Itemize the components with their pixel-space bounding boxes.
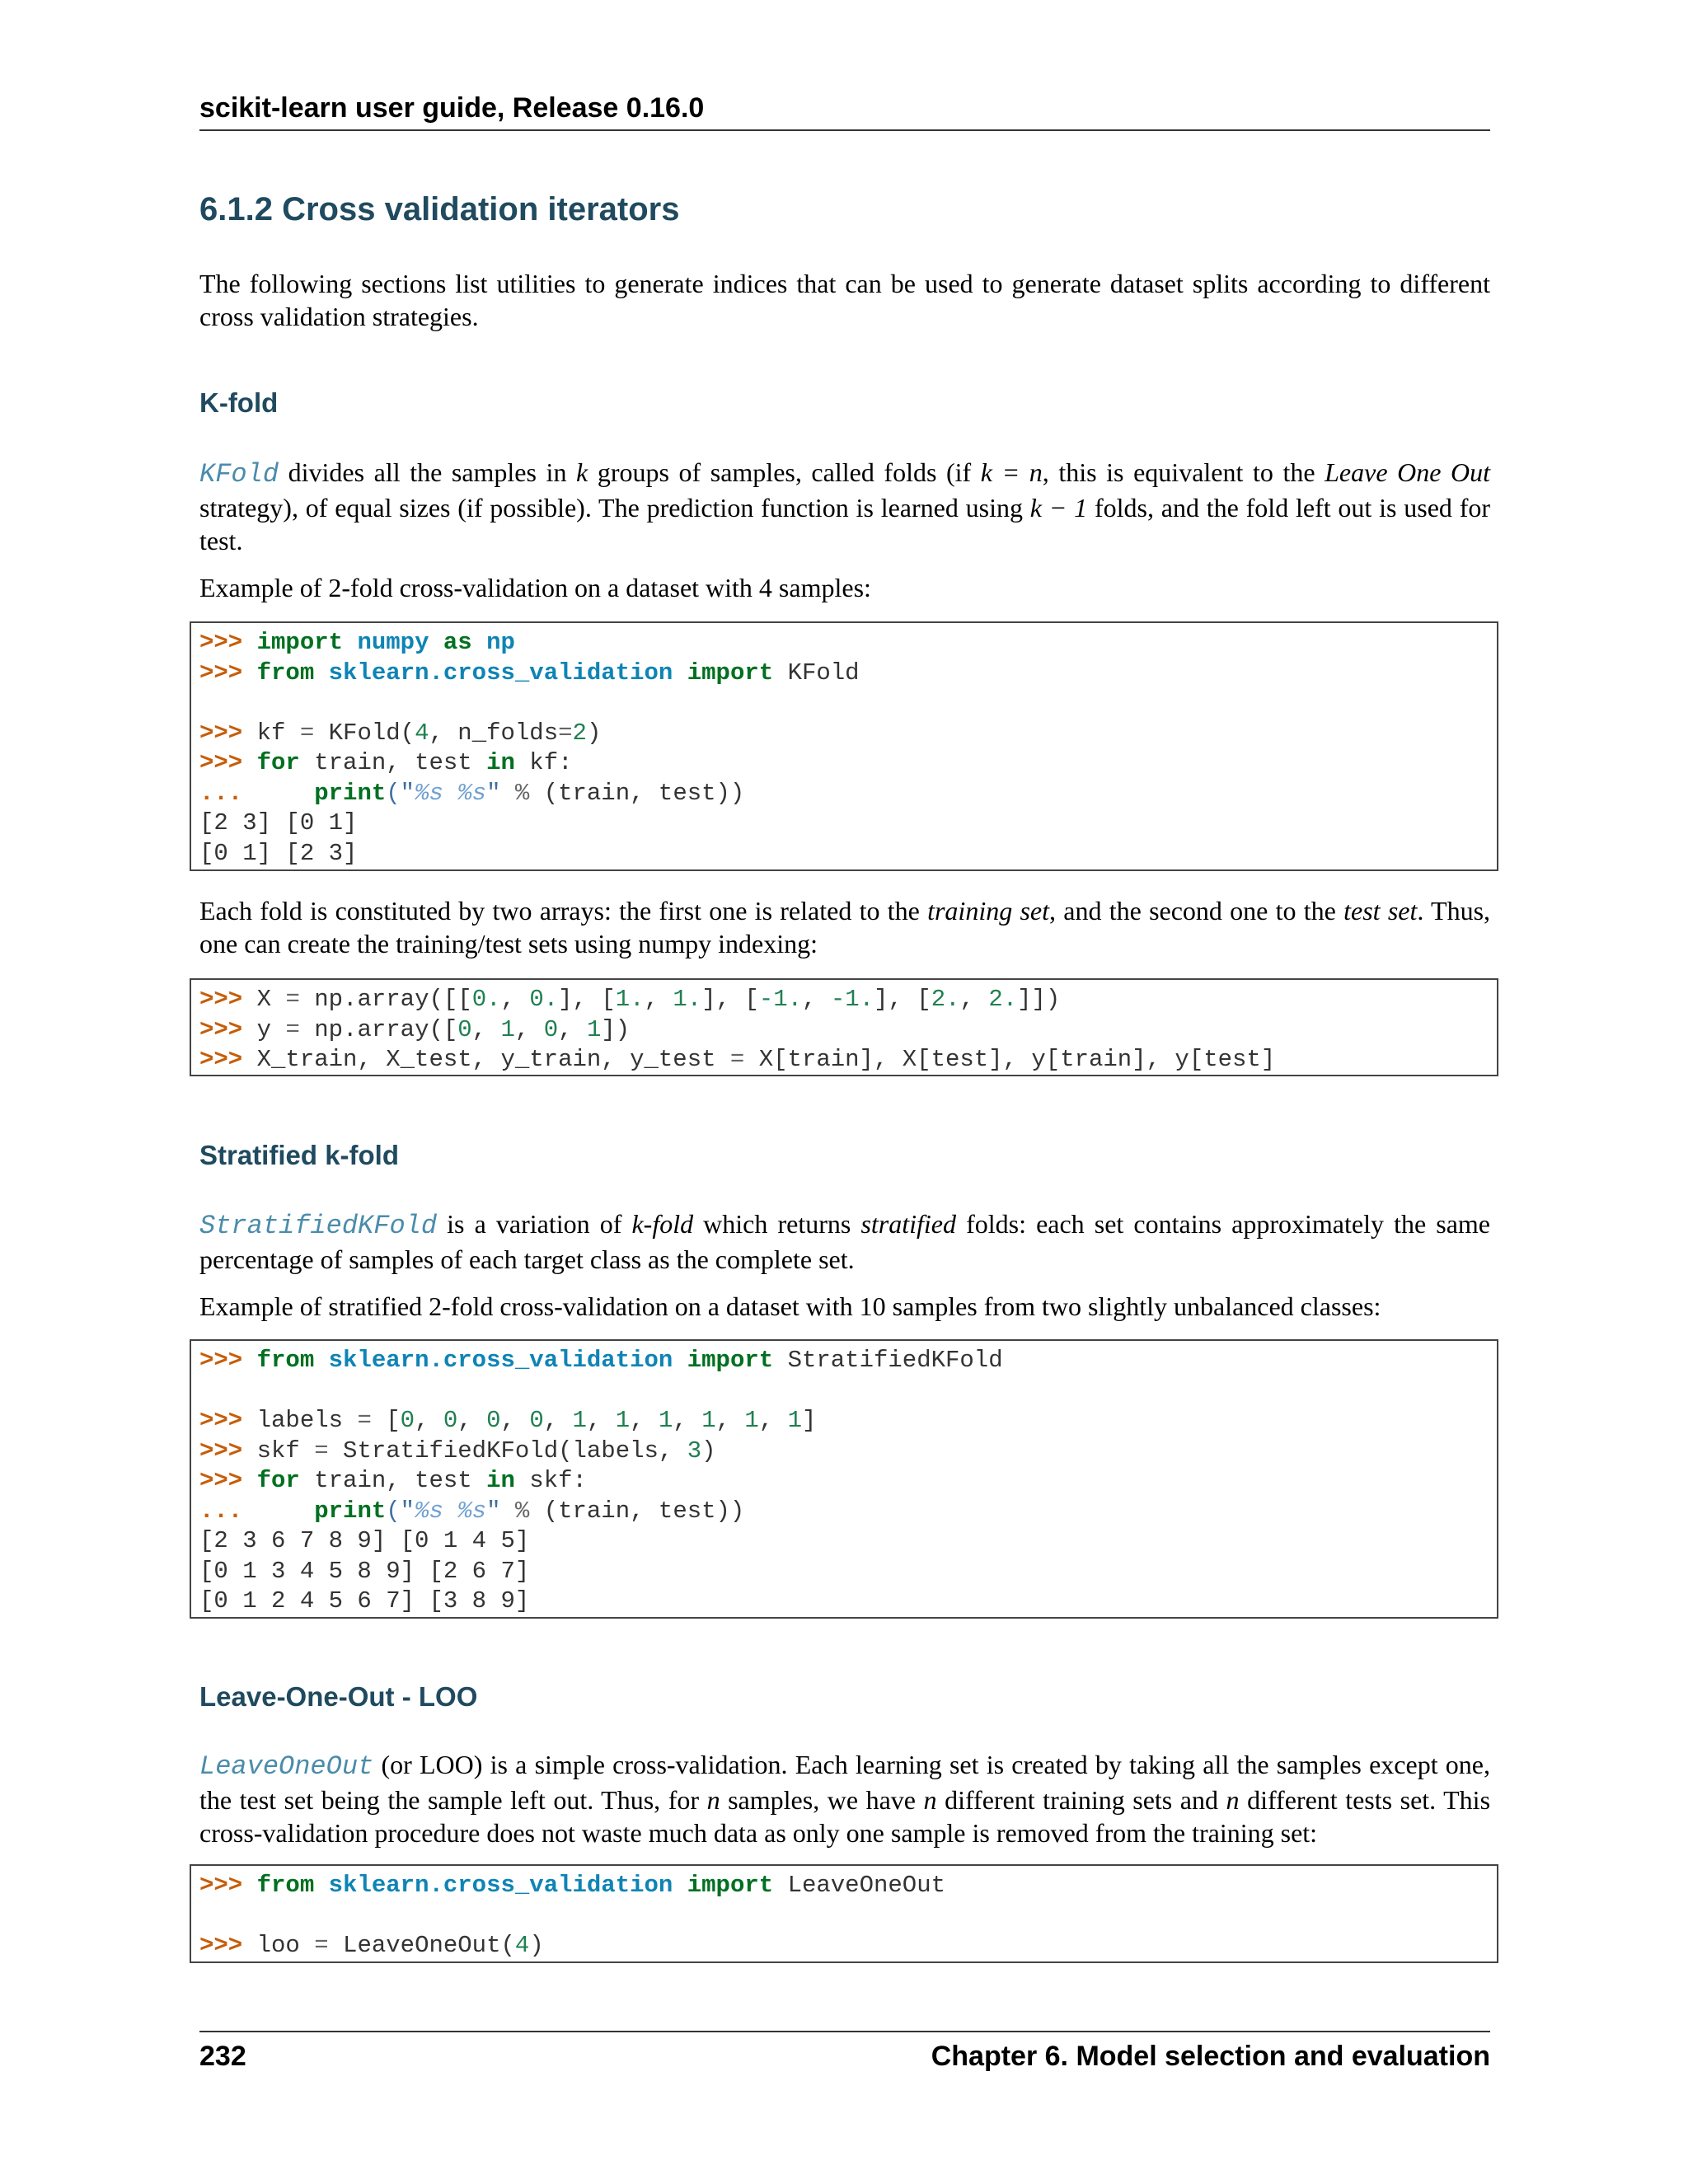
footer-divider [199,2031,1490,2032]
kfold-paragraph: KFold divides all the samples in k groups of samples, called folds (if k = n, this is equivalent to the Leave One Out strategy), of equal sizes (if possible). The prediction function is learned using k − 1 folds, and the fold left out is used for test. [199,457,1491,555]
heading-leave-one-out: Leave-One-Out - LOO [199,1681,478,1712]
code-block-loo: >>> from sklearn.cross_validation import LeaveOneOut >>> loo = LeaveOneOut(4) [190,1864,1498,1963]
code-block-stratified: >>> from sklearn.cross_validation import StratifiedKFold >>> labels = [0, 0, 0, 0, 1, 1, 1, 1, 1, 1] >>> skf = StratifiedKFold(labels, 3) >>> for train, test in skf: ... print("%s %s" % (train, test)) [2 3 6 7 8 9] [0 1 4 5] [0 1 3 4 5 8 9] [2 6 7] [0 1 2 4 5 6 7] [3 8 9] [190,1339,1498,1619]
heading-stratified-kfold: Stratified k-fold [199,1140,400,1170]
heading-kfold: K-fold [199,387,279,418]
leaveoneout-link[interactable]: LeaveOneOut [199,1751,374,1782]
intro-paragraph: The following sections list utilities to generate indices that can be used to generate dataset splits according to different cross validation strategies. [199,269,1490,331]
code-block-kfold: >>> import numpy as np >>> from sklearn.cross_validation import KFold >>> kf = KFold(4, n_folds=2) >>> for train, test in kf: ... print("%s %s" % (train, test)) [2 3] [0 1] [0 1] [2 3] [190,621,1498,871]
page-number: 232 [199,2041,246,2072]
kfold-example-intro: Example of 2-fold cross-validation on a dataset with 4 samples: [199,573,871,602]
kfold-arrays-paragraph: Each fold is constituted by two arrays: the first one is related to the training set, and the second one to the test set. Thus, one can create the training/test sets using numpy indexing: [199,896,1491,958]
code-block-indexing: >>> X = np.array([[0., 0.], [1., 1.], [-1., -1.], [2., 2.]]) >>> y = np.array([0, 1, 0, 1]) >>> X_train, X_test, y_train, y_test = X[train], X[test], y[train], y[test] [190,978,1498,1076]
stratifiedkfold-link[interactable]: StratifiedKFold [199,1211,438,1241]
chapter-title: Chapter 6. Model selection and evaluation [931,2041,1490,2072]
running-header: scikit-learn user guide, Release 0.16.0 [199,92,1490,131]
kfold-link[interactable]: KFold [199,459,279,490]
stratified-paragraph: StratifiedKFold is a variation of k-fold which returns stratified folds: each set contains approximately the same percentage of samples of each target class as the complete set. [199,1209,1491,1274]
loo-paragraph: LeaveOneOut (or LOO) is a simple cross-validation. Each learning set is created by taking all the samples except one, the test set being the sample left out. Thus, for n samples, we have n different training sets and n different tests set. This cross-validation procedure does not waste much data as only one sample is removed from the training set: [199,1750,1491,1848]
section-title: 6.1.2 Cross validation iterators [199,191,680,227]
stratified-example-intro: Example of stratified 2-fold cross-validation on a dataset with 10 samples from two slightly unbalanced classes: [199,1291,1381,1321]
